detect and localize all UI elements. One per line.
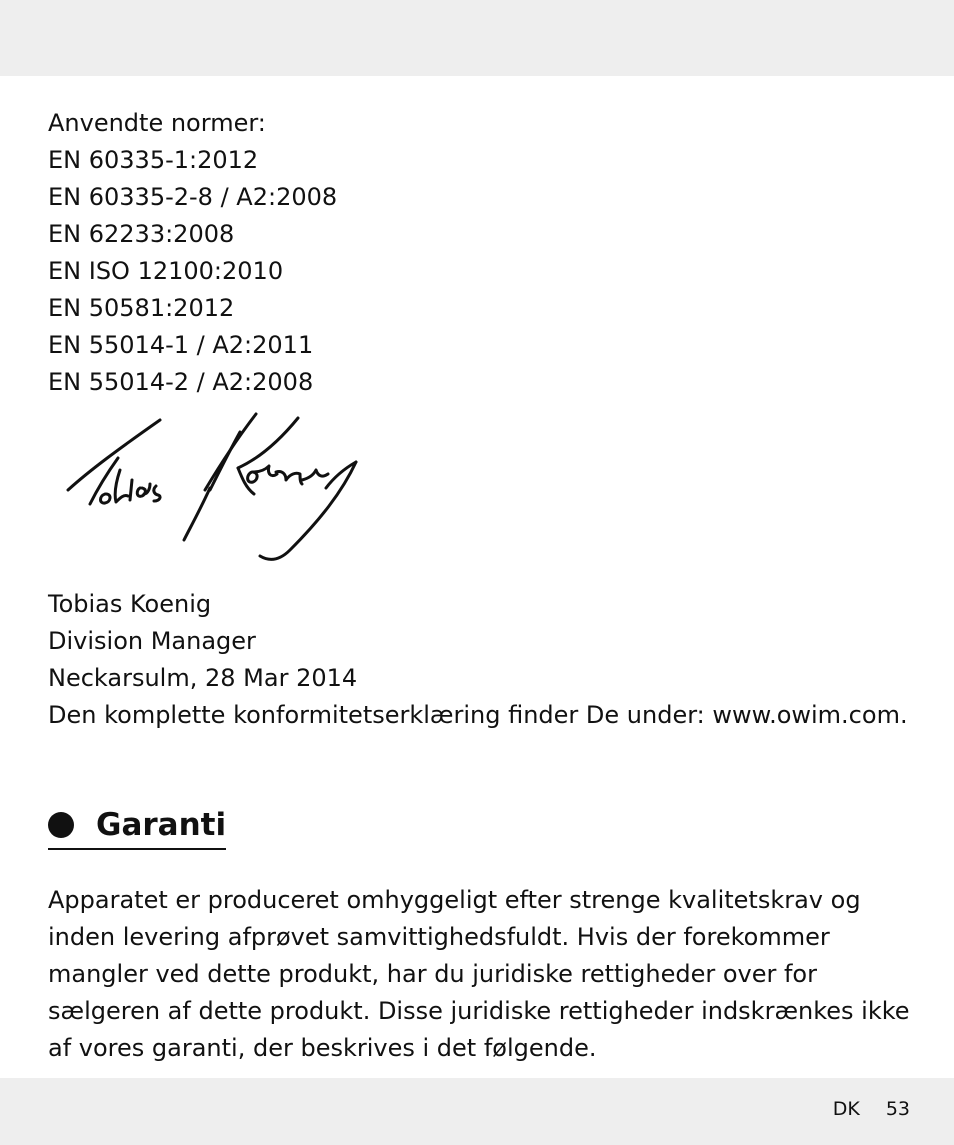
guarantee-paragraph: Apparatet er produceret omhyggeligt efter strenge kvalitetskrav og inden levering afprøvet samvittighedsfuldt. Hvis der forekommer mangler ved dette produkt, har du juridiske rettigheder over for sælgeren af dette produkt. Disse juridiske rettigheder indskrænkes ikke af vores garanti, der beskrives i det følgende. bbox=[48, 886, 910, 1062]
standards-heading: Anvendte normer: bbox=[48, 109, 266, 137]
page-footer bbox=[833, 1098, 910, 1120]
page-footer-band bbox=[0, 1078, 954, 1145]
declaration-note: Den komplette konformitetserklæring finder De under: www.owim.com. bbox=[48, 701, 908, 729]
applied-standards bbox=[48, 105, 337, 401]
section-title: Garanti bbox=[96, 807, 227, 843]
standard-item: EN 60335-1:2012 bbox=[48, 146, 259, 174]
signer-title: Division Manager bbox=[48, 627, 256, 655]
handwritten-signature bbox=[60, 410, 380, 565]
signer-name: Tobias Koenig bbox=[48, 590, 212, 618]
standard-item: EN ISO 12100:2010 bbox=[48, 257, 284, 285]
bullet-dot-icon bbox=[48, 812, 74, 838]
page-header-band bbox=[0, 0, 954, 76]
section-heading bbox=[48, 802, 226, 850]
standard-item: EN 60335-2-8 / A2:2008 bbox=[48, 183, 338, 211]
signer-block bbox=[48, 586, 908, 734]
standard-item: EN 50581:2012 bbox=[48, 294, 235, 322]
place-and-date: Neckarsulm, 28 Mar 2014 bbox=[48, 664, 358, 692]
page-number: 53 bbox=[885, 1098, 910, 1120]
standard-item: EN 62233:2008 bbox=[48, 220, 235, 248]
standard-item: EN 55014-2 / A2:2008 bbox=[48, 368, 314, 396]
standard-item: EN 55014-1 / A2:2011 bbox=[48, 331, 314, 359]
language-code: DK bbox=[832, 1098, 860, 1120]
